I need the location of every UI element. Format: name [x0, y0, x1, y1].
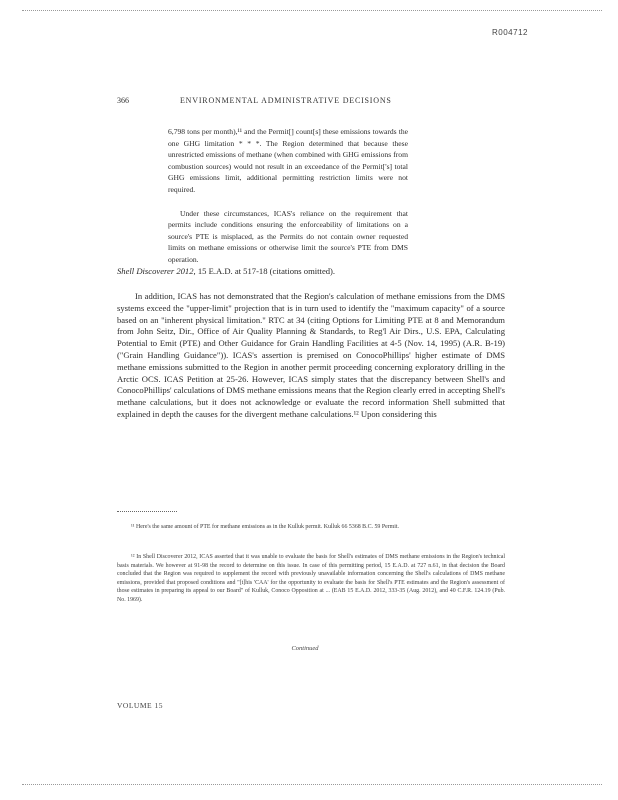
block-quote-paragraph-1: 6,798 tons per month),¹¹ and the Permit[] count[s] these emissions towards the one GHG limitation * * *. The Region determined that because these unrestricted emissions of methane (when combined with GHG emissions from combustion sources) would not result in an exceedance of the Permit['s] total GHG emissions limit, additional permitting restriction limits were not required. — [168, 127, 408, 194]
footnote-divider — [117, 511, 177, 513]
document-id: R004712 — [492, 28, 528, 37]
block-quote-paragraph-2: Under these circumstances, ICAS's reliance on the requirement that permits include conditions ensuring the enforceability of limitations on a source's PTE is misplaced, as the Permits do not contain owner requested limits on methane emissions or otherwise limit the source's PTE from DMS operation. — [168, 208, 408, 264]
scan-border-bottom — [22, 784, 602, 786]
footnote-12: ¹² In Shell Discoverer 2012, ICAS asserted that it was unable to evaluate the basis for Shell's estimates of DMS methane emissions in the Region's technical basis materials. We however at 91-98 the record to determine on this issue. In case of this permitting period, 15 E.A.D. at 727 n.61, in that decision the Board concluded that the Region was required to supplement the record with previously unavailable information concerning the Shell's calculations of DMS methane emissions, provided that proposed conditions and "[t]his 'CAA' for the opportunity to evaluate the basis for Shell's PTE estimates and the Region's assessment of those estimates in preparing its appeal to our Board" of Kulluk, Conoco Opposition at ... (EAB 15 E.A.D. 2012, 333-35 (Aug. 2012), and 40 C.F.R. 124.19 (Pub. No. 1969). — [117, 554, 505, 603]
volume-label: VOLUME 15 — [117, 701, 163, 710]
footnote-11: ¹¹ Here's the same amount of PTE for methane emissions as in the Kulluk permit. Kulluk 66 5368 B.C. 59 Permit. — [131, 524, 399, 530]
body-paragraph: In addition, ICAS has not demonstrated that the Region's calculation of methane emissions from the DMS systems exceed the "upper-limit" projection that is in turn used to identify the "maximum capacity" of a source based on an "inherent physical limitation." RTC at 34 (citing Options for Limiting PTE at 8 and Memorandum from John Seitz, Dir., Office of Air Quality Planning & Standards, to Reg'l Air Dirs., U.S. EPA, Calculating Potential to Emit (PTE) and Other Guidance for Grain Handling Facilities at 4-5 (Nov. 14, 1995) (A.R. B-19) ("Grain Handling Guidance")). ICAS's assertion is premised on ConocoPhillips' higher estimate of DMS methane emissions submitted to the Region in another permit proceeding concerning exploratory drilling in the Arctic OCS. ICAS Petition at 25-26. However, ICAS simply states that the discrepancy between Shell's and ConocoPhillips' calculations of DMS methane emissions means that the Region clearly erred in accepting Shell's methane calculations, but it does not acknowledge or evaluate the record information Shell submitted that explained in depth the causes for the divergent methane calculations.¹² Upon considering this — [117, 291, 505, 419]
block-quote — [168, 126, 408, 278]
continued-label: Continued — [291, 645, 319, 652]
scan-border-top — [22, 10, 602, 12]
case-cite: , 15 E.A.D. at 517-18 (citations omitted). — [193, 266, 336, 276]
case-citation — [117, 265, 505, 277]
page-number: 366 — [117, 96, 129, 105]
case-name: Shell Discoverer 2012 — [117, 266, 194, 276]
running-head: ENVIRONMENTAL ADMINISTRATIVE DECISIONS — [180, 96, 392, 105]
